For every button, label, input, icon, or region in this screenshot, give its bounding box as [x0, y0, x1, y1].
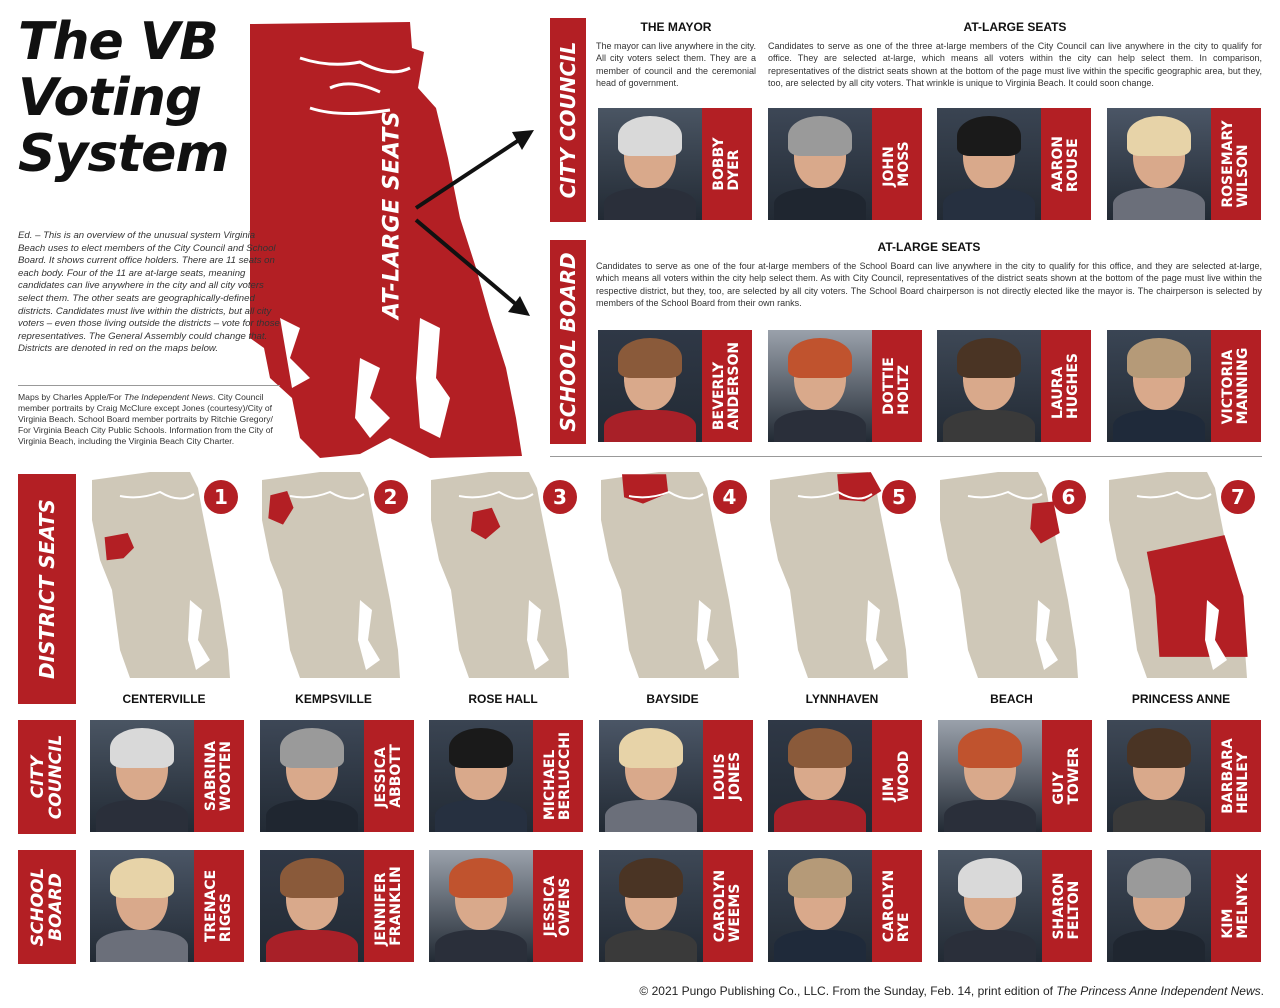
- school-at-large-text: Candidates to serve as one of the four at-large members of the School Board can live anywhere in the city to qualify for this office, and they are selected at-large, which means all voters within the city help select them. As with City Council, representatives of the district seats shown at the bottom of the page must live within the respective district, but they, too, are selected by all city voters. The School Board chairperson is not directly elected like the mayor is. The chairperson is selected by members of the School Board from their own ranks.: [596, 261, 1262, 309]
- district-school-member-name: TRENACE RIGGS: [203, 869, 234, 943]
- member-portrait: [429, 720, 533, 832]
- member-name-box: [194, 850, 244, 962]
- district-council-member-name: BARBARA HENLEY: [1220, 738, 1251, 814]
- member-name-box: [1211, 330, 1261, 442]
- council-member-name: JOHN MOSS: [880, 141, 912, 187]
- member-name-box: [1211, 720, 1261, 832]
- member-name-box: [702, 108, 752, 220]
- member-portrait: [599, 850, 703, 962]
- district-number-badge: 7: [1221, 480, 1255, 514]
- member-card: [768, 108, 922, 220]
- city-council-at-large-label: CITY COUNCIL: [550, 18, 586, 222]
- member-portrait: [1107, 330, 1211, 442]
- member-name-box: [364, 850, 414, 962]
- at-large-seats-label: AT-LARGE SEATS: [379, 110, 405, 320]
- member-portrait: [90, 850, 194, 962]
- member-name-box: [1041, 330, 1091, 442]
- member-portrait: [938, 850, 1042, 962]
- member-card: [768, 850, 922, 962]
- district-school-member-name: KIM MELNYK: [1220, 873, 1251, 939]
- district-map: [429, 470, 579, 670]
- school-member-name: BEVERLY ANDERSON: [711, 341, 742, 431]
- member-card: [938, 850, 1092, 962]
- member-portrait: [599, 720, 703, 832]
- member-name-box: [702, 330, 752, 442]
- mayor-heading: THE MAYOR: [640, 20, 712, 34]
- member-card: [937, 330, 1091, 442]
- district-school-board-label: SCHOOL BOARD: [18, 850, 76, 964]
- member-name-box: [1042, 720, 1092, 832]
- divider: [18, 385, 280, 386]
- district-school-member-name: CAROLYN RYE: [881, 869, 912, 943]
- district-name: CENTERVILLE: [122, 692, 206, 706]
- school-board-at-large-label: SCHOOL BOARD: [550, 240, 586, 444]
- school-member-name: VICTORIA MANNING: [1219, 347, 1251, 425]
- member-name-box: [1211, 850, 1261, 962]
- member-card: [599, 720, 753, 832]
- member-card: [768, 720, 922, 832]
- member-portrait: [1107, 720, 1211, 832]
- district-council-member-name: SABRINA WOOTEN: [203, 740, 234, 812]
- district-number-badge: 6: [1052, 480, 1086, 514]
- member-portrait: [937, 330, 1041, 442]
- district-council-member-name: LOUIS JONES: [711, 751, 743, 801]
- district-school-member-name: JESSICA OWENS: [542, 875, 573, 937]
- member-portrait: [1107, 850, 1211, 962]
- member-card: [768, 330, 922, 442]
- member-portrait: [429, 850, 533, 962]
- district-name: LYNNHAVEN: [805, 692, 879, 706]
- district-school-member-name: JENNIFER FRANKLIN: [372, 866, 404, 946]
- member-card: [429, 850, 583, 962]
- member-name-box: [1211, 108, 1261, 220]
- district-number-badge: 3: [543, 480, 577, 514]
- member-portrait: [260, 720, 364, 832]
- member-portrait: [1107, 108, 1211, 220]
- district-name: BAYSIDE: [646, 692, 699, 706]
- member-portrait: [937, 108, 1041, 220]
- district-map: [90, 470, 240, 670]
- member-card: [1107, 108, 1261, 220]
- member-card: [598, 330, 752, 442]
- member-portrait: [598, 330, 702, 442]
- member-name-box: [1042, 850, 1092, 962]
- member-portrait: [768, 108, 872, 220]
- member-name-box: [872, 108, 922, 220]
- district-school-member-name: CAROLYN WEEMS: [711, 869, 743, 943]
- district-council-member-name: MICHAEL BERLUCCHI: [542, 731, 573, 821]
- member-card: [937, 108, 1091, 220]
- district-number-badge: 5: [882, 480, 916, 514]
- council-member-name: BOBBY DYER: [711, 137, 742, 191]
- member-name-box: [872, 720, 922, 832]
- member-card: [429, 720, 583, 832]
- member-portrait: [768, 720, 872, 832]
- member-portrait: [598, 108, 702, 220]
- member-portrait: [768, 850, 872, 962]
- school-member-name: DOTTIE HOLTZ: [880, 357, 912, 415]
- council-at-large-text: Candidates to serve as one of the three at-large members of the City Council can live anywhere in the city to qualify for office. They are selected at-large, which means all voters within the city can help select them. In comparison, representatives of the district seats shown at the bottom of the page must live within the specific geographic area, but they, too, are selected by all city voters. That wrinkle is unique to Virginia Beach. It could soon change.: [768, 41, 1262, 89]
- district-map: [260, 470, 410, 670]
- page-title: The VB Voting System: [18, 12, 229, 184]
- district-council-member-name: GUY TOWER: [1050, 747, 1082, 805]
- member-card: [1107, 850, 1261, 962]
- member-name-box: [703, 720, 753, 832]
- member-portrait: [768, 330, 872, 442]
- district-map: [1107, 470, 1257, 670]
- district-council-member-name: JESSICA ABBOTT: [372, 744, 404, 808]
- mayor-text: The mayor can live anywhere in the city. All city voters select them. They are a member of council and the ceremonial head of government.: [596, 41, 756, 89]
- member-name-box: [533, 850, 583, 962]
- member-card: [1107, 330, 1261, 442]
- district-number-badge: 1: [204, 480, 238, 514]
- member-portrait: [260, 850, 364, 962]
- district-number-badge: 4: [713, 480, 747, 514]
- credits-text: Maps by Charles Apple/For The Independent News. City Council member portraits by Craig McClure except Jones (courtesy)/City of Virginia Beach. School Board member portraits by Ritchie Gregory/ For Virginia Beach City Public Schools. Information from the City of Virginia Beach, including the Virginia Beach City Charter.: [18, 392, 273, 446]
- district-map: [599, 470, 749, 670]
- district-school-member-name: SHARON FELTON: [1050, 872, 1082, 940]
- member-card: [938, 720, 1092, 832]
- member-card: [260, 720, 414, 832]
- district-name: KEMPSVILLE: [295, 692, 372, 706]
- district-name: ROSE HALL: [468, 692, 538, 706]
- district-name: PRINCESS ANNE: [1131, 692, 1231, 706]
- council-member-name: ROSEMARY WILSON: [1219, 120, 1251, 208]
- section-divider: [550, 456, 1262, 457]
- district-city-council-label: CITY COUNCIL: [18, 720, 76, 834]
- intro-text: Ed. – This is an overview of the unusual system Virginia Beach uses to elect members of the City Council and School Board. It shows current office holders. There are 11 seats on each body. Four of the 11 are at-large seats, meaning candidates can live anywhere in the city and all city voters select them. The other seats are geographically-defined districts. Candidates must live within the districts, but all city voters – even those living outside the districts – vote for those representatives. The General Assembly could change that. Districts are denoted in red on the maps below.: [18, 230, 280, 355]
- district-map: [938, 470, 1088, 670]
- member-name-box: [194, 720, 244, 832]
- member-name-box: [872, 850, 922, 962]
- district-council-member-name: JIM WOOD: [881, 750, 912, 802]
- member-card: [1107, 720, 1261, 832]
- member-name-box: [364, 720, 414, 832]
- member-name-box: [533, 720, 583, 832]
- member-card: [260, 850, 414, 962]
- school-at-large-heading: AT-LARGE SEATS: [877, 240, 981, 254]
- council-at-large-heading: AT-LARGE SEATS: [963, 20, 1067, 34]
- member-card: [598, 108, 752, 220]
- district-number-badge: 2: [374, 480, 408, 514]
- member-name-box: [872, 330, 922, 442]
- member-portrait: [938, 720, 1042, 832]
- arrows-graphic: [410, 120, 540, 330]
- member-name-box: [703, 850, 753, 962]
- footer-copyright: © 2021 Pungo Publishing Co., LLC. From the Sunday, Feb. 14, print edition of The Princess Anne Independent News.: [639, 984, 1264, 998]
- member-card: [90, 850, 244, 962]
- member-card: [599, 850, 753, 962]
- district-map: [768, 470, 918, 670]
- district-name: BEACH: [990, 692, 1033, 706]
- council-member-name: AARON ROUSE: [1050, 135, 1081, 193]
- district-seats-label: DISTRICT SEATS: [18, 474, 76, 704]
- member-name-box: [1041, 108, 1091, 220]
- member-portrait: [90, 720, 194, 832]
- member-card: [90, 720, 244, 832]
- school-member-name: LAURA HUGHES: [1050, 353, 1081, 419]
